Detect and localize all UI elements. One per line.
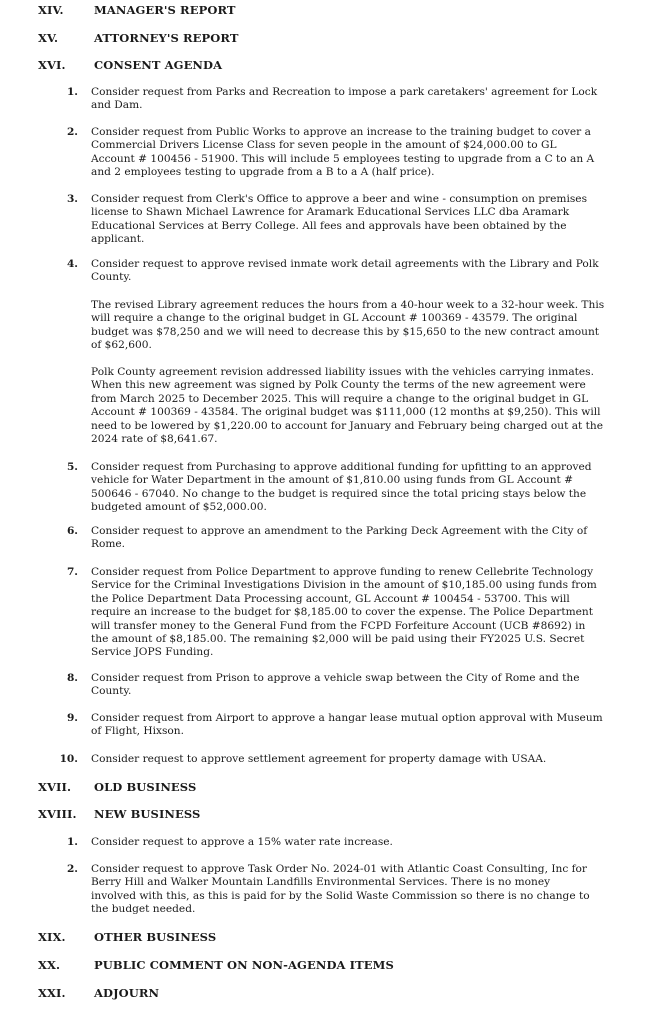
- item-number: 10.: [59, 753, 78, 765]
- item-text: Consider request from Public Works to approve an increase to the training budget to cover a Commercial Drivers License Class for seven people in the amount of $24,000.00 to GL Account # 100456 - 51900. This will include 5 employees testing to upgrade from a C to an A and 2 employees testing to upgrade from a B to a A (half price).: [91, 126, 595, 179]
- item-text: Consider request to approve an amendment to the Parking Deck Agreement with the City of Rome.: [91, 525, 588, 551]
- section-title: NEW BUSINESS: [94, 807, 201, 821]
- section-number: XVI.: [38, 58, 66, 72]
- item-text: Consider request from Prison to approve a vehicle swap between the City of Rome and the County.: [91, 672, 580, 698]
- item-number: 7.: [66, 566, 78, 578]
- item-text: Consider request to approve settlement agreement for property damage with USAA.: [91, 753, 547, 765]
- item-number: 2.: [66, 126, 78, 138]
- section-number: XIX.: [38, 930, 66, 944]
- section-number: XV.: [38, 31, 59, 45]
- item-text: Consider request from Parks and Recreation to impose a park caretakers' agreement for Lock and Dam.: [91, 86, 598, 112]
- item-text: Consider request to approve a 15% water rate increase.: [91, 836, 393, 848]
- section-title: PUBLIC COMMENT ON NON-AGENDA ITEMS: [94, 958, 394, 972]
- item-number: 2.: [66, 863, 78, 875]
- item-number: 9.: [66, 712, 78, 724]
- item-number: 1.: [66, 836, 78, 848]
- item-4-polk-paragraph: Polk County agreement revision addressed liability issues with the vehicles carrying inmates. When this new agreement was signed by Polk County the terms of the new agreement were from March 2025 to December 2025. This will require a change to the original budget in GL Account # 100369 - 43584. The original budget was $111,000 (12 months at $9,250). This will need to be lowered by $1,220.00 to account for January and February being charged out at the 2024 rate of $8,641.67.: [91, 366, 604, 446]
- section-title: MANAGER'S REPORT: [94, 3, 236, 17]
- section-title: OLD BUSINESS: [94, 780, 197, 794]
- item-text: Consider request to approve Task Order No. 2024-01 with Atlantic Coast Consulting, Inc for Berry Hill and Walker Mountain Landfills Environmental Services. There is no money involved with this, as this is paid for by the Solid Waste Commission so there is no change to the budget needed.: [91, 863, 590, 916]
- section-number: XVII.: [38, 780, 72, 794]
- section-title: CONSENT AGENDA: [94, 58, 223, 72]
- section-title: ADJOURN: [94, 986, 160, 1000]
- item-text: Consider request from Police Department to approve funding to renew Cellebrite Technology Service for the Criminal Investigations Division in the amount of $10,185.00 using funds from the Police Department Data Processing account, GL Account # 100454 - 53700. This will require an increase to the budget for $8,185.00 to cover the expense. The Police Department will transfer money to the General Fund from the FCPD Forfeiture Account (UCB #8692) in the amount of $8,185.00. The remaining $2,000 will be paid using their FY2025 U.S. Secret Service JOPS Funding.: [91, 566, 597, 659]
- section-number: XIV.: [38, 3, 64, 17]
- item-text: Consider request to approve revised inmate work detail agreements with the Library and Polk County.: [91, 258, 599, 284]
- item-4-library-paragraph: The revised Library agreement reduces the hours from a 40-hour week to a 32-hour week. This will require a change to the original budget in GL Account # 100369 - 43579. The original budget was $78,250 and we will need to decrease this by $15,650 to the new contract amount of $62,600.: [91, 299, 605, 352]
- item-text: Consider request from Clerk's Office to approve a beer and wine - consumption on premises license to Shawn Michael Lawrence for Aramark Educational Services LLC dba Aramark Educational Services at Berry College. All fees and approvals have been obtained by the applicant.: [91, 193, 588, 246]
- item-number: 4.: [66, 258, 78, 270]
- section-title: ATTORNEY'S REPORT: [94, 31, 239, 45]
- item-text: Consider request from Airport to approve a hangar lease mutual option approval with Museum of Flight, Hixson.: [91, 712, 603, 738]
- item-number: 3.: [66, 193, 78, 205]
- item-text: Consider request from Purchasing to approve additional funding for upfitting to an approved vehicle for Water Department in the amount of $1,810.00 using funds from GL Account # 500646 - 67040. No change to the budget is required since the total pricing stays below the budgeted amount of $52,000.00.: [91, 461, 592, 514]
- item-number: 5.: [66, 461, 78, 473]
- item-number: 1.: [66, 86, 78, 98]
- item-number: 6.: [66, 525, 78, 537]
- section-number: XVIII.: [38, 807, 77, 821]
- section-title: OTHER BUSINESS: [94, 930, 217, 944]
- section-number: XX.: [38, 958, 61, 972]
- item-number: 8.: [66, 672, 78, 684]
- section-number: XXI.: [38, 986, 66, 1000]
